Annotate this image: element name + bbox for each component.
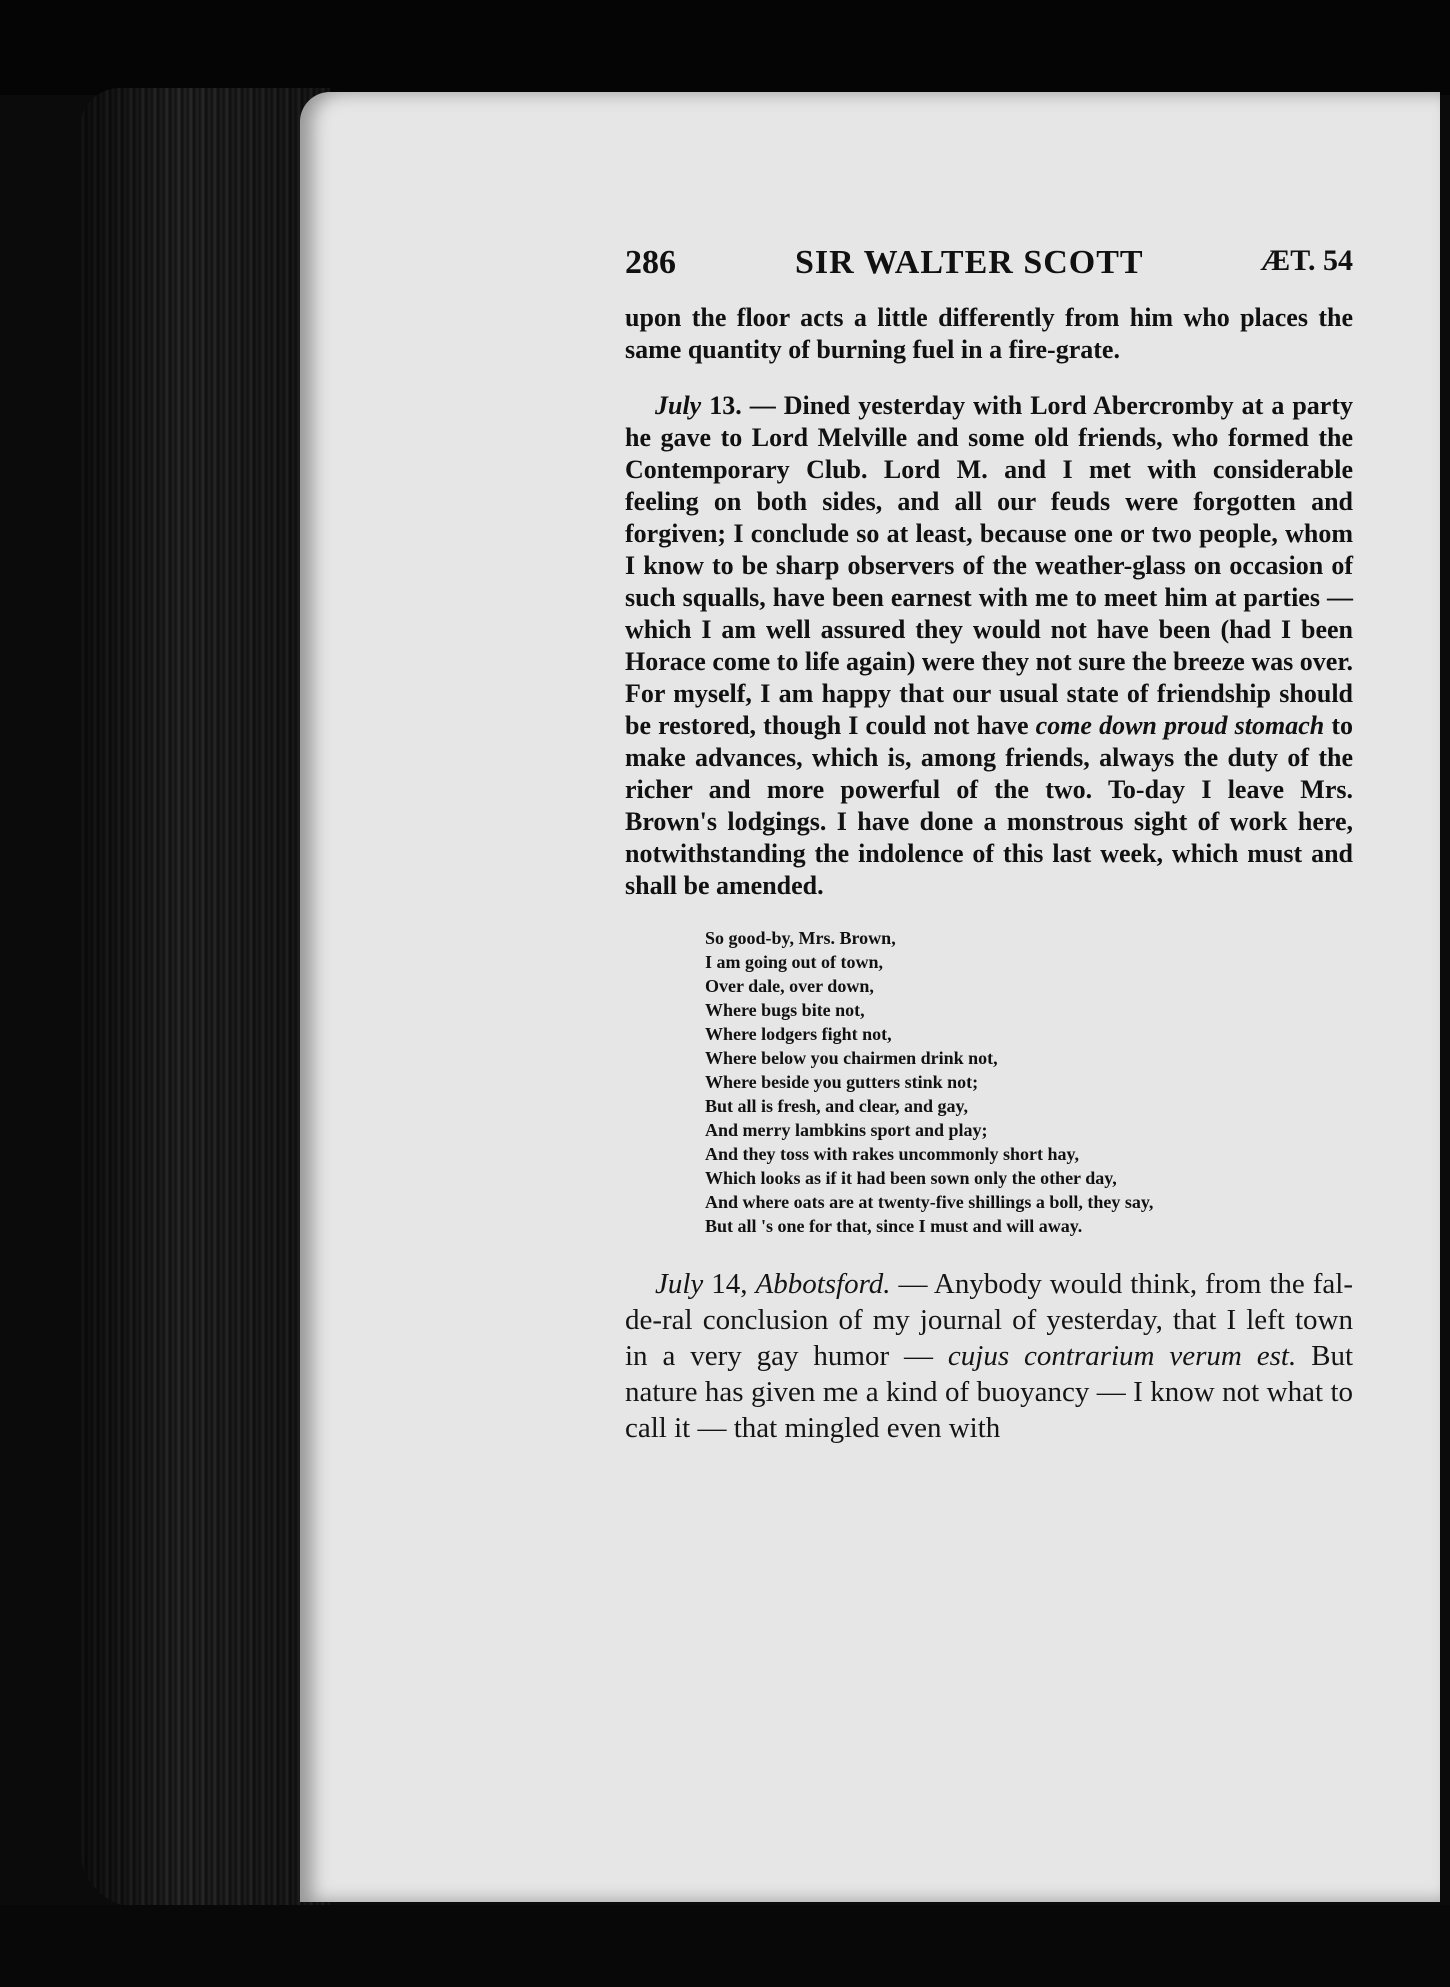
scan-background-bottom [0, 1905, 1450, 1987]
verse-line: Where below you chairmen drink not, [705, 1048, 998, 1068]
paragraph-text: 14, [703, 1268, 756, 1300]
verse-line: And merry lambkins sport and play; [705, 1120, 988, 1140]
verse-line: But all 's one for that, since I must and will away. [705, 1216, 1083, 1236]
verse-line: And they toss with rakes uncommonly short hay, [705, 1144, 1080, 1164]
verse-block [705, 926, 1353, 1238]
verse-line: Which looks as if it had been sown only the other day, [705, 1168, 1117, 1188]
verse-line: Where lodgers fight not, [705, 1024, 892, 1044]
verse-line: And where oats are at twenty-five shillings a boll, they say, [705, 1192, 1154, 1212]
entry-date: July [655, 1268, 704, 1300]
paragraph-text: But nature has given me a kind of buoyancy — I know not what to call it — that mingled even with [625, 1340, 1354, 1444]
paragraph-text: 13. — Dined yesterday with Lord Abercromby at a party he gave to Lord Melville and some old friends, who formed the Contemporary Club. Lord M. and I met with considerable feeling on both sides, and all our feuds were forgotten and forgiven; I conclude so at least, because one or two people, whom I know to be sharp observers of the weather-glass on occasion of such squalls, have been earnest with me to meet him at parties — which I am well assured they would not have been (had I been Horace come to life again) were they not sure the breeze was over. For myself, I am happy that our usual state of friendship should be restored, though I could not have [625, 391, 1353, 740]
verse-line: Over dale, over down, [705, 976, 874, 996]
paragraph-july-14 [625, 1266, 1353, 1446]
page-body [625, 302, 1353, 1470]
book-edge-shadow [80, 88, 330, 1908]
scan-background-top [0, 0, 1450, 95]
latin-phrase: cujus contrarium verum est. [947, 1340, 1297, 1372]
age-marker: ÆT. 54 [1260, 244, 1353, 277]
verse-line: So good-by, Mrs. Brown, [705, 928, 896, 948]
page-number: 286 [625, 244, 676, 281]
verse-line: Where beside you gutters stink not; [705, 1072, 979, 1092]
entry-date: July [655, 391, 702, 420]
paragraph-text: to make advances, which is, among friends, always the duty of the richer and more powerful of the two. To-day I leave Mrs. Brown's lodgings. I have done a monstrous sight of work here, notwithstanding the indolence of this last week, which must and shall be amended. [625, 711, 1353, 900]
verse-line: But all is fresh, and clear, and gay, [705, 1096, 969, 1116]
paragraph-continued: upon the floor acts a little differently from him who places the same quantity of burning fuel in a fire-grate. [625, 303, 1353, 364]
page-header [625, 244, 1353, 294]
verse-line: I am going out of town, [705, 952, 884, 972]
italic-phrase: come down proud stomach [1035, 711, 1325, 740]
running-title: SIR WALTER SCOTT [795, 244, 1144, 281]
verse-line: Where bugs bite not, [705, 1000, 865, 1020]
paragraph-text: — Anybody would think, from the fal-de-ral conclusion of my journal of yesterday, that I left town in a very gay humor — [625, 1268, 1353, 1372]
place-name: Abbotsford. [755, 1268, 891, 1300]
paragraph-july-13 [625, 390, 1353, 902]
